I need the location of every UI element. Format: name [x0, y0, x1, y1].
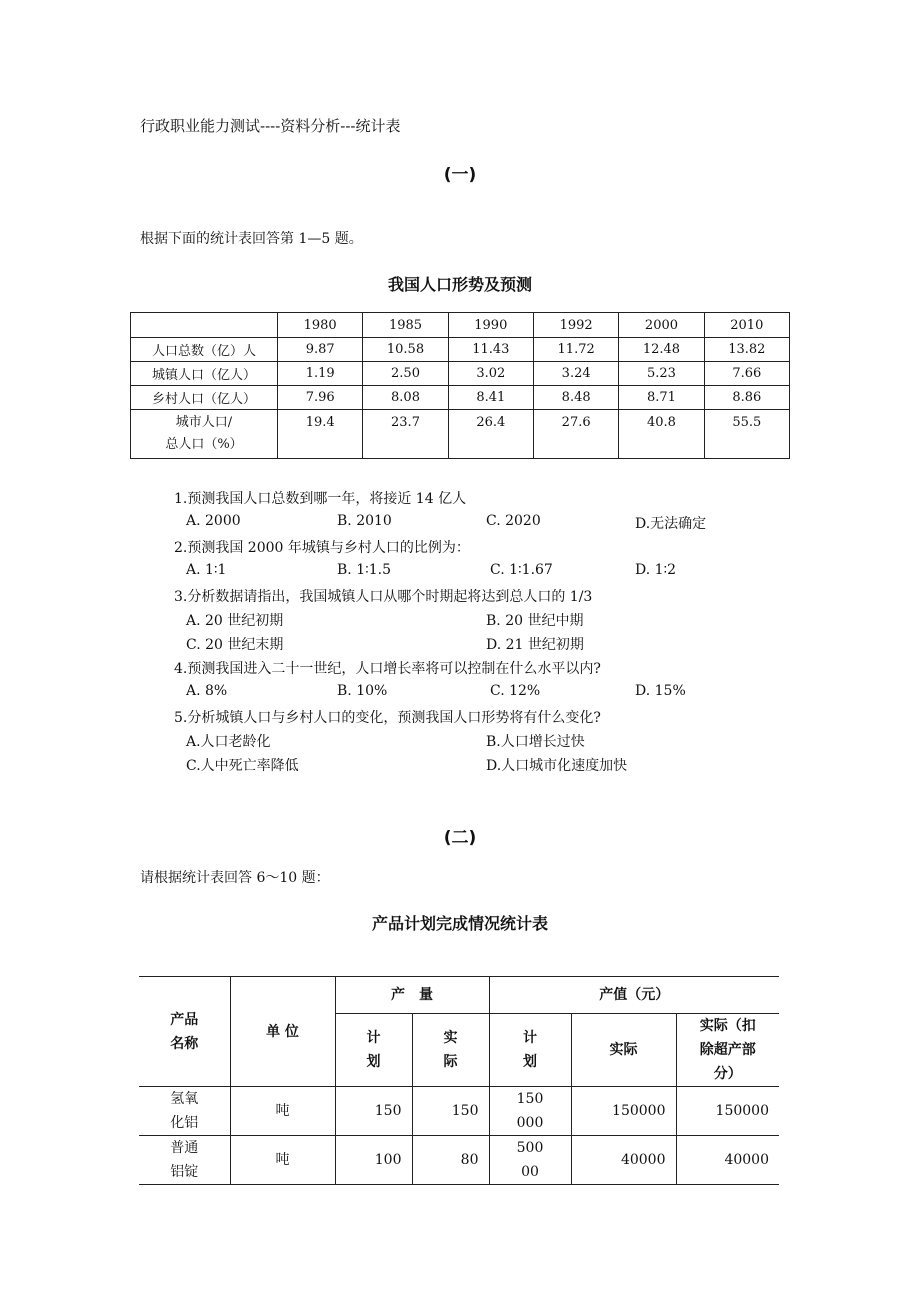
- header-text: 实际（扣: [699, 1018, 756, 1034]
- table-cell: 7.96: [278, 386, 363, 410]
- option-a: A. 1∶1: [186, 562, 227, 578]
- header-text: 产品: [170, 1011, 199, 1028]
- table-cell: 19.4: [278, 410, 363, 459]
- table-row: [131, 362, 790, 386]
- unit-header: 单 位: [230, 977, 335, 1087]
- option-d: D.无法确定: [635, 516, 707, 532]
- option-b: B. 10%: [337, 683, 388, 699]
- population-table: [130, 312, 790, 459]
- unit-cell: 吨: [230, 1087, 335, 1136]
- option-c: C. 1∶1.67: [490, 562, 553, 578]
- table-cell: 8.48: [533, 386, 618, 410]
- table-row: [139, 1136, 779, 1185]
- header-text: 际: [443, 1054, 458, 1070]
- table-cell: 10.58: [363, 338, 448, 362]
- table-cell: 23.7: [363, 410, 448, 459]
- value-actual-cell: 40000: [571, 1136, 676, 1185]
- output-header: 产 量: [335, 977, 489, 1014]
- question-4: 4.预测我国进入二十一世纪，人口增长率将可以控制在什么水平以内?: [174, 661, 601, 677]
- cell-text: 铝锭: [170, 1164, 199, 1180]
- table-cell: 2.50: [363, 362, 448, 386]
- value-actual-cell: 150000: [571, 1087, 676, 1136]
- table-row: [131, 338, 790, 362]
- table-cell: 8.08: [363, 386, 448, 410]
- question-2: 2.预测我国 2000 年城镇与乡村人口的比例为：: [174, 540, 470, 556]
- option-a: A. 2000: [186, 513, 241, 529]
- option-b: B.人口增长过快: [486, 734, 585, 750]
- header-text: 划: [523, 1054, 537, 1070]
- row-label: [131, 410, 278, 459]
- header-text: 计: [523, 1030, 537, 1046]
- actual-cell: 80: [412, 1136, 489, 1185]
- cell-text: 普通: [170, 1140, 199, 1156]
- cell-text: 500: [516, 1140, 544, 1156]
- year-header: 2010: [704, 313, 789, 338]
- table-cell: 8.86: [704, 386, 789, 410]
- table-cell: 3.24: [533, 362, 618, 386]
- option-b: B. 20 世纪中期: [486, 613, 584, 629]
- value-actual-excl-header: [676, 1014, 779, 1087]
- row-label-line: 城市人口/: [175, 415, 233, 430]
- header-text: 除超产部: [699, 1042, 756, 1058]
- option-b: B. 1∶1.5: [337, 562, 392, 578]
- header-text: 名称: [170, 1035, 199, 1052]
- header-text: 分）: [713, 1066, 742, 1082]
- year-header: 1992: [533, 313, 618, 338]
- option-c: C. 12%: [490, 683, 541, 699]
- table-cell: 11.43: [448, 338, 533, 362]
- row-label: 人口总数（亿）人: [131, 338, 278, 362]
- year-header: 1980: [278, 313, 363, 338]
- header-text: 计: [366, 1030, 381, 1046]
- year-header: 2000: [619, 313, 704, 338]
- cell-text: 000: [516, 1115, 544, 1131]
- section-2-heading: (二): [443, 828, 477, 848]
- unit-cell: 吨: [230, 1136, 335, 1185]
- cell-text: 150: [516, 1091, 544, 1107]
- table-cell: 11.72: [533, 338, 618, 362]
- option-b: B. 2010: [337, 513, 392, 529]
- header-text: 划: [366, 1054, 381, 1070]
- value-actual-header: 实际: [571, 1014, 676, 1087]
- option-c: C. 20 世纪末期: [186, 637, 284, 653]
- table-header-row: [131, 313, 790, 338]
- table-cell: 5.23: [619, 362, 704, 386]
- question-1: 1.预测我国人口总数到哪一年，将接近 14 亿人: [174, 491, 467, 507]
- cell-text: 氢氧: [170, 1091, 199, 1107]
- header-corner-cell: [131, 313, 278, 338]
- option-a: A.人口老龄化: [186, 734, 271, 750]
- table-cell: 8.71: [619, 386, 704, 410]
- year-header: 1985: [363, 313, 448, 338]
- option-a: A. 8%: [186, 683, 228, 699]
- table-cell: 27.6: [533, 410, 618, 459]
- value-actual-excl-cell: 40000: [676, 1136, 779, 1185]
- option-d: D.人口城市化速度加快: [486, 758, 628, 774]
- plan-cell: 150: [335, 1087, 412, 1136]
- table-cell: 1.19: [278, 362, 363, 386]
- actual-cell: 150: [412, 1087, 489, 1136]
- option-c: C. 2020: [486, 513, 541, 529]
- population-table-title: 我国人口形势及预测: [387, 275, 532, 294]
- row-label: 乡村人口（亿人）: [131, 386, 278, 410]
- table-cell: 8.41: [448, 386, 533, 410]
- cell-text: 化铝: [170, 1115, 199, 1131]
- section-1-heading: (一): [443, 165, 477, 185]
- value-plan-header: [489, 1014, 571, 1087]
- question-3: 3.分析数据请指出，我国城镇人口从哪个时期起将达到总人口的 1/3: [174, 589, 593, 605]
- product-table-title: 产品计划完成情况统计表: [371, 914, 548, 933]
- section-2-intro: 请根据统计表回答 6～10 题：: [140, 870, 330, 886]
- section-1-intro: 根据下面的统计表回答第 1—5 题。: [140, 231, 363, 247]
- table-cell: 40.8: [619, 410, 704, 459]
- product-name-cell: [139, 1087, 230, 1136]
- year-header: 1990: [448, 313, 533, 338]
- option-d: D. 15%: [635, 683, 686, 699]
- option-d: D. 21 世纪初期: [486, 637, 584, 653]
- table-cell: 9.87: [278, 338, 363, 362]
- option-c: C.人中死亡率降低: [186, 758, 299, 774]
- option-d: D. 1∶2: [635, 562, 677, 578]
- table-row: [139, 1087, 779, 1136]
- cell-text: 00: [521, 1164, 539, 1180]
- value-actual-excl-cell: 150000: [676, 1087, 779, 1136]
- row-label-line: 总人口（%）: [165, 437, 243, 452]
- table-cell: 55.5: [704, 410, 789, 459]
- product-table: [139, 976, 779, 1185]
- table-cell: 26.4: [448, 410, 533, 459]
- plan-cell: 100: [335, 1136, 412, 1185]
- value-header: 产值（元）: [489, 977, 779, 1014]
- row-label: 城镇人口（亿人）: [131, 362, 278, 386]
- plan-header: [335, 1014, 412, 1087]
- table-cell: 7.66: [704, 362, 789, 386]
- table-row: [131, 386, 790, 410]
- actual-header: [412, 1014, 489, 1087]
- product-name-cell: [139, 1136, 230, 1185]
- table-row: [131, 410, 790, 459]
- value-plan-cell: [489, 1087, 571, 1136]
- table-cell: 12.48: [619, 338, 704, 362]
- option-a: A. 20 世纪初期: [186, 613, 284, 629]
- table-header-row: [139, 977, 779, 1014]
- product-name-header: [139, 977, 230, 1087]
- question-5: 5.分析城镇人口与乡村人口的变化，预测我国人口形势将有什么变化?: [174, 710, 601, 726]
- value-plan-cell: [489, 1136, 571, 1185]
- document-title: 行政职业能力测试----资料分析---统计表: [140, 117, 401, 135]
- table-cell: 13.82: [704, 338, 789, 362]
- header-text: 实: [443, 1030, 458, 1046]
- table-cell: 3.02: [448, 362, 533, 386]
